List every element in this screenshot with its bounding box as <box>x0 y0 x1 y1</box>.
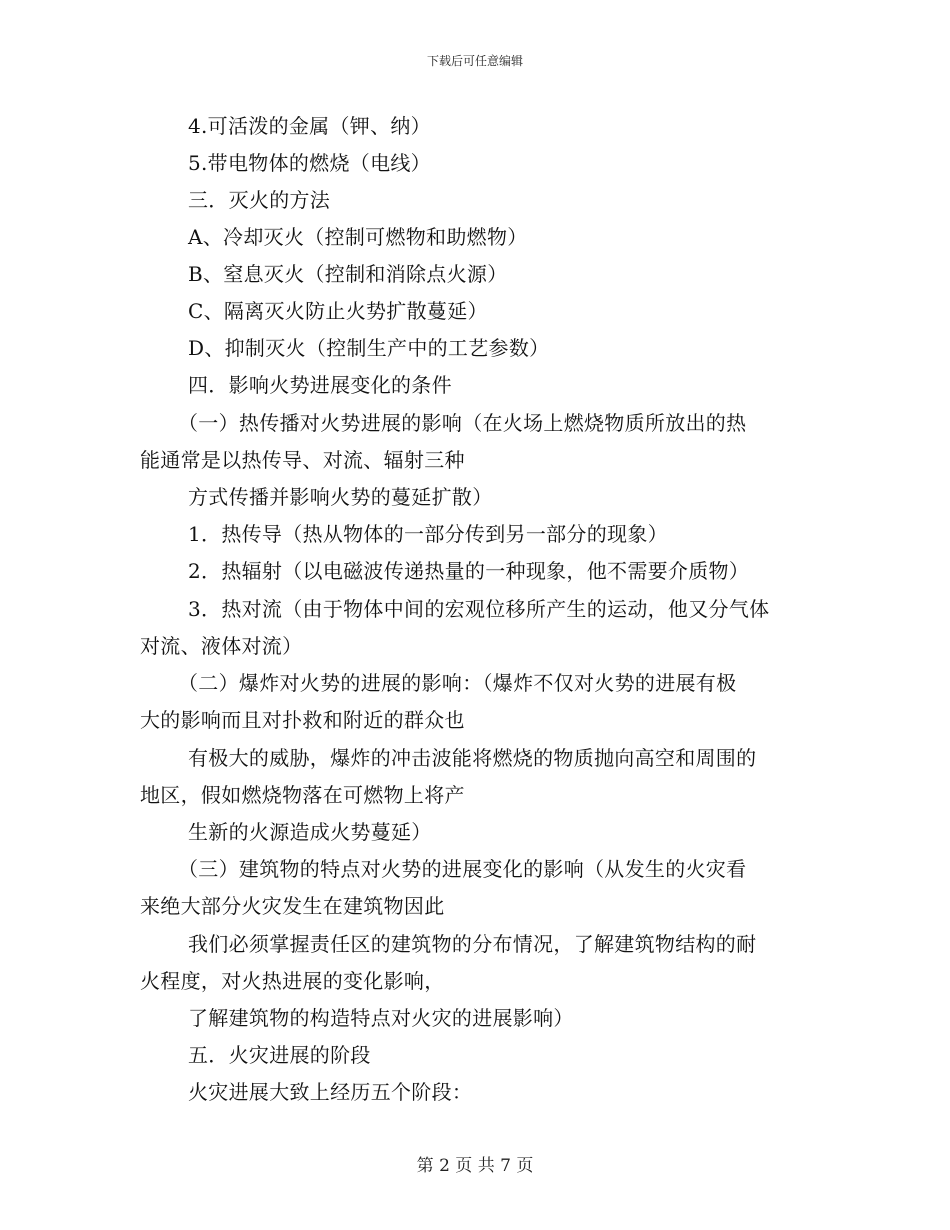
text-line: 地区，假如燃烧物落在可燃物上将产 <box>140 783 465 807</box>
text-line: 火灾进展大致上经历五个阶段： <box>188 1080 473 1104</box>
text-line: 1．热传导（热从物体的一部分传到另一部分的现象） <box>188 522 668 546</box>
section-heading: 三．灭火的方法 <box>188 188 331 212</box>
text-line: （三）建筑物的特点对火势的进展变化的影响（从发生的火灾看 <box>178 857 747 881</box>
text-line: 有极大的威胁，爆炸的冲击波能将燃烧的物质抛向高空和周围的 <box>188 746 757 770</box>
text-line: 4.可活泼的金属（钾、纳） <box>188 114 431 138</box>
text-line: 5.带电物体的燃烧（电线） <box>188 151 431 175</box>
text-line: 2．热辐射（以电磁波传递热量的一种现象，他不需要介质物） <box>188 559 750 583</box>
page-header: 下载后可任意编辑 <box>426 54 523 68</box>
section-heading: 四．影响火势进展变化的条件 <box>188 373 452 397</box>
text-line: 方式传播并影响火势的蔓延扩散） <box>188 485 493 509</box>
text-line: 生新的火源造成火势蔓延） <box>188 820 432 844</box>
text-line: 大的影响而且对扑救和附近的群众也 <box>140 708 465 732</box>
text-line: D、抑制灭火（控制生产中的工艺参数） <box>188 336 550 360</box>
page-number: 第 2 页 共 7 页 <box>416 1156 534 1176</box>
text-line: 火程度，对火热进展的变化影响， <box>140 969 445 993</box>
text-line: （二）爆炸对火势的进展的影响：（爆炸不仅对火势的进展有极 <box>178 671 737 695</box>
text-line: A、冷却灭火（控制可燃物和助燃物） <box>188 225 528 249</box>
text-line: （一）热传播对火势进展的影响（在火场上燃烧物质所放出的热 <box>178 411 747 435</box>
text-line: 3．热对流（由于物体中间的宏观位移所产生的运动，他又分气体 <box>188 597 770 621</box>
text-line: C、隔离灭火防止火势扩散蔓延） <box>188 299 488 323</box>
text-line: 对流、液体对流） <box>140 634 303 658</box>
text-line: 能通常是以热传导、对流、辐射三种 <box>140 448 465 472</box>
section-heading: 五．火灾进展的阶段 <box>188 1043 371 1067</box>
text-line: B、窒息灭火（控制和消除点火源） <box>188 262 508 286</box>
text-line: 了解建筑物的构造特点对火灾的进展影响） <box>188 1006 574 1030</box>
text-line: 来绝大部分火灾发生在建筑物因此 <box>140 894 445 918</box>
text-line: 我们必须掌握责任区的建筑物的分布情况，了解建筑物结构的耐 <box>188 932 757 956</box>
